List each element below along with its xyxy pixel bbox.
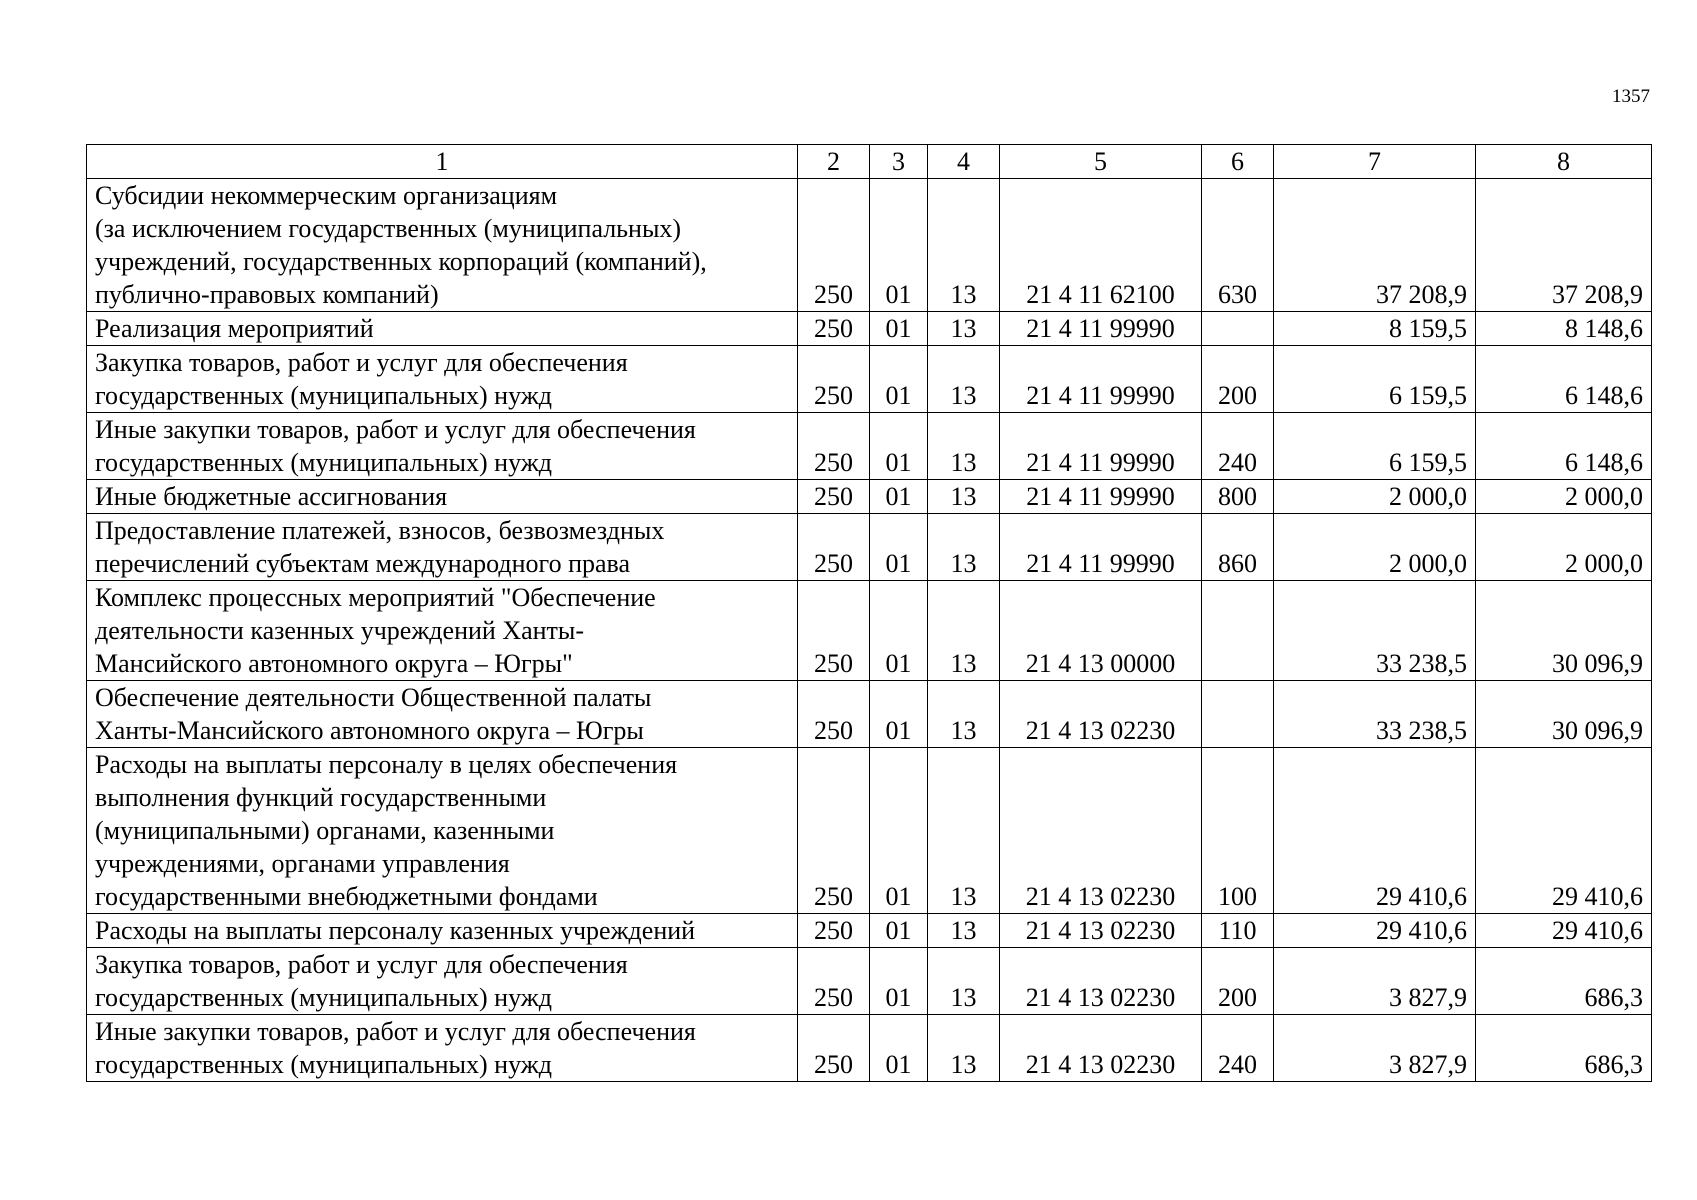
row-col-8: 37 208,9 [1476,179,1652,312]
row-col-4: 13 [928,179,1000,312]
row-col-6: 110 [1202,914,1274,948]
row-col-6: 240 [1202,413,1274,480]
row-col-5: 21 4 13 02230 [1000,748,1202,914]
table-row [87,346,1652,413]
table-header-row [87,145,1652,179]
row-col-8: 29 410,6 [1476,914,1652,948]
row-col-2: 250 [798,346,870,413]
table-row [87,480,1652,514]
row-name: Иные бюджетные ассигнования [87,480,798,514]
row-col-5: 21 4 13 02230 [1000,948,1202,1015]
row-col-3: 01 [870,581,928,681]
table-row [87,914,1652,948]
row-col-3: 01 [870,1015,928,1082]
row-name: Субсидии некоммерческим организациям (за исключением государственных (муниципальных) учреждений, государственных корпораций (компаний), публично-правовых компаний) [87,179,798,312]
row-col-2: 250 [798,914,870,948]
row-col-3: 01 [870,480,928,514]
row-col-2: 250 [798,514,870,581]
table-row [87,748,1652,914]
row-col-3: 01 [870,914,928,948]
row-col-2: 250 [798,480,870,514]
row-col-6: 800 [1202,480,1274,514]
row-col-7: 29 410,6 [1274,748,1476,914]
row-col-2: 250 [798,748,870,914]
header-col-6: 6 [1202,145,1274,179]
row-col-6: 200 [1202,346,1274,413]
row-col-2: 250 [798,179,870,312]
header-col-5: 5 [1000,145,1202,179]
row-col-6: 240 [1202,1015,1274,1082]
row-col-6 [1202,581,1274,681]
row-name: Закупка товаров, работ и услуг для обеспечения государственных (муниципальных) нужд [87,948,798,1015]
row-name: Закупка товаров, работ и услуг для обеспечения государственных (муниципальных) нужд [87,346,798,413]
row-col-4: 13 [928,581,1000,681]
row-col-4: 13 [928,1015,1000,1082]
row-col-8: 686,3 [1476,1015,1652,1082]
row-col-5: 21 4 11 99990 [1000,413,1202,480]
row-col-6: 100 [1202,748,1274,914]
row-col-8: 29 410,6 [1476,748,1652,914]
row-col-2: 250 [798,581,870,681]
table-row [87,413,1652,480]
row-col-2: 250 [798,948,870,1015]
page-number: 1357 [1612,86,1650,107]
row-col-2: 250 [798,1015,870,1082]
row-col-6 [1202,681,1274,748]
row-col-8: 30 096,9 [1476,681,1652,748]
row-col-7: 2 000,0 [1274,480,1476,514]
table-row [87,514,1652,581]
row-col-7: 6 159,5 [1274,346,1476,413]
table-row [87,1015,1652,1082]
row-col-4: 13 [928,480,1000,514]
row-col-7: 2 000,0 [1274,514,1476,581]
row-col-7: 3 827,9 [1274,1015,1476,1082]
row-name: Комплекс процессных мероприятий "Обеспечение деятельности казенных учреждений Ханты- Мансийского автономного округа – Югры" [87,581,798,681]
row-col-3: 01 [870,681,928,748]
row-col-7: 3 827,9 [1274,948,1476,1015]
row-col-4: 13 [928,312,1000,346]
row-name: Расходы на выплаты персоналу в целях обеспечения выполнения функций государственными (муниципальными) органами, казенными учреждениями, органами управления государственными внебюджетными фондами [87,748,798,914]
row-col-8: 2 000,0 [1476,480,1652,514]
row-col-4: 13 [928,748,1000,914]
row-col-3: 01 [870,514,928,581]
row-col-8: 6 148,6 [1476,346,1652,413]
header-col-8: 8 [1476,145,1652,179]
header-col-7: 7 [1274,145,1476,179]
header-col-4: 4 [928,145,1000,179]
table-row [87,681,1652,748]
header-col-2: 2 [798,145,870,179]
table-row [87,948,1652,1015]
row-col-3: 01 [870,346,928,413]
header-col-1: 1 [87,145,798,179]
row-col-5: 21 4 13 02230 [1000,1015,1202,1082]
row-col-7: 8 159,5 [1274,312,1476,346]
row-col-8: 2 000,0 [1476,514,1652,581]
row-col-5: 21 4 13 02230 [1000,914,1202,948]
row-col-6: 630 [1202,179,1274,312]
row-col-3: 01 [870,179,928,312]
row-col-6: 860 [1202,514,1274,581]
row-col-8: 686,3 [1476,948,1652,1015]
row-col-5: 21 4 13 00000 [1000,581,1202,681]
table-row [87,179,1652,312]
row-col-5: 21 4 11 99990 [1000,514,1202,581]
row-col-7: 6 159,5 [1274,413,1476,480]
row-col-3: 01 [870,748,928,914]
row-col-2: 250 [798,312,870,346]
row-col-5: 21 4 13 02230 [1000,681,1202,748]
row-col-4: 13 [928,514,1000,581]
row-col-4: 13 [928,948,1000,1015]
row-name: Иные закупки товаров, работ и услуг для обеспечения государственных (муниципальных) нужд [87,1015,798,1082]
row-col-5: 21 4 11 99990 [1000,312,1202,346]
row-col-5: 21 4 11 99990 [1000,480,1202,514]
row-col-4: 13 [928,681,1000,748]
row-col-2: 250 [798,413,870,480]
row-col-4: 13 [928,914,1000,948]
row-col-3: 01 [870,413,928,480]
row-col-3: 01 [870,312,928,346]
row-name: Иные закупки товаров, работ и услуг для обеспечения государственных (муниципальных) нужд [87,413,798,480]
row-col-5: 21 4 11 99990 [1000,346,1202,413]
table-row [87,581,1652,681]
row-name: Реализация мероприятий [87,312,798,346]
row-col-8: 30 096,9 [1476,581,1652,681]
row-col-6 [1202,312,1274,346]
row-col-7: 33 238,5 [1274,581,1476,681]
row-col-5: 21 4 11 62100 [1000,179,1202,312]
table-row [87,312,1652,346]
row-col-8: 6 148,6 [1476,413,1652,480]
row-name: Расходы на выплаты персоналу казенных учреждений [87,914,798,948]
row-col-7: 37 208,9 [1274,179,1476,312]
header-col-3: 3 [870,145,928,179]
row-col-7: 33 238,5 [1274,681,1476,748]
row-col-4: 13 [928,346,1000,413]
row-col-6: 200 [1202,948,1274,1015]
budget-table [86,144,1652,1082]
row-name: Предоставление платежей, взносов, безвозмездных перечислений субъектам международного права [87,514,798,581]
row-col-2: 250 [798,681,870,748]
row-col-4: 13 [928,413,1000,480]
row-col-7: 29 410,6 [1274,914,1476,948]
row-name: Обеспечение деятельности Общественной палаты Ханты-Мансийского автономного округа – Югры [87,681,798,748]
row-col-3: 01 [870,948,928,1015]
row-col-8: 8 148,6 [1476,312,1652,346]
